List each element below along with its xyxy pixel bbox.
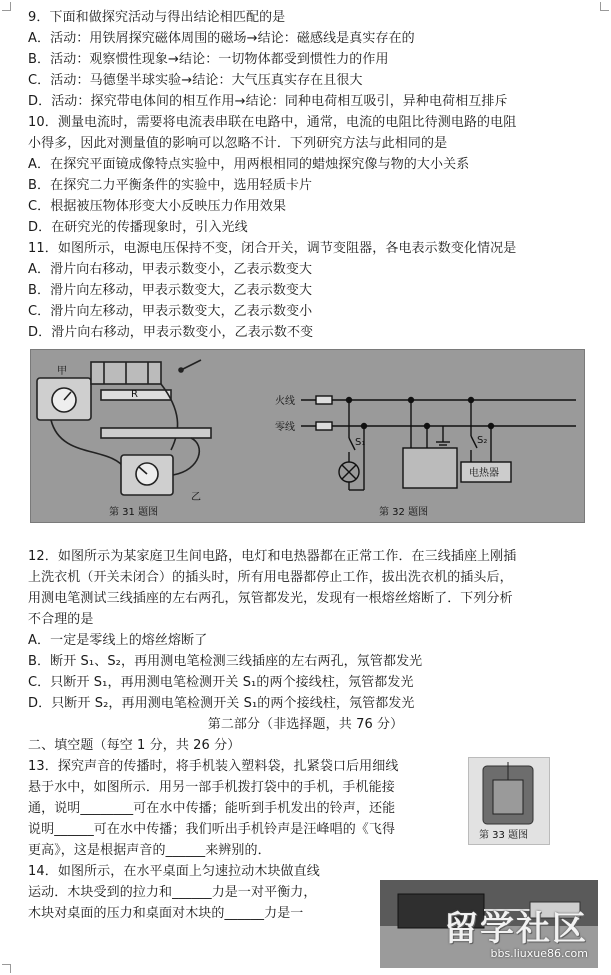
q12-stem-line-3: 用测电笔测试三线插座的左右两孔，氖管都发光，发现有一根熔丝熔断了．下列分析 bbox=[28, 591, 513, 606]
q10-stem-line-1: 10．测量电流时，需要将电流表串联在电路中，通常，电流的电阻比待测电路的电阻 bbox=[28, 115, 517, 130]
fig32-caption: 第 32 题图 bbox=[379, 507, 429, 518]
bagged-phone-icon bbox=[493, 780, 523, 814]
q12-option-a: A．一定是零线上的熔丝熔断了 bbox=[28, 633, 208, 648]
q10-option-b: B．在探究二力平衡条件的实验中，选用轻质卡片 bbox=[28, 178, 313, 193]
label-live-wire: 火线 bbox=[275, 396, 295, 407]
label-neutral-wire: 零线 bbox=[275, 422, 295, 433]
q12-stem-line-1: 12．如图所示为某家庭卫生间电路，电灯和电热器都在正常工作．在三线插座上刚插 bbox=[28, 549, 517, 564]
three-hole-socket-icon bbox=[403, 448, 457, 488]
q9-stem: 9．下面和做探究活动与得出结论相匹配的是 bbox=[28, 10, 286, 25]
label-s1: S₁ bbox=[355, 437, 366, 448]
circuit-figures bbox=[31, 350, 584, 522]
q9-option-c: C．活动：马德堡半球实验→结论：大气压真实存在且很大 bbox=[28, 73, 363, 88]
figure-strip-31-32 bbox=[30, 349, 585, 523]
sliding-rheostat-icon bbox=[101, 428, 211, 438]
q12-option-b: B．断开 S₁、S₂，再用测电笔检测三线插座的左右两孔，氖管都发光 bbox=[28, 654, 423, 669]
q9-option-b: B．活动：观察惯性现象→结论：一切物体都受到惯性力的作用 bbox=[28, 52, 389, 67]
q11-stem: 11．如图所示，电源电压保持不变，闭合开关，调节变阻器，各电表示数变化情况是 bbox=[28, 241, 517, 256]
q12-stem-line-4: 不合理的是 bbox=[28, 612, 94, 627]
crop-mark-bottom-left bbox=[2, 964, 11, 973]
q13-line-2: 悬于水中，如图所示．用另一部手机拨打袋中的手机，手机能接 bbox=[28, 780, 395, 795]
q13-line-4: 说明______可在水中传播；我们听出手机铃声是汪峰唱的《飞得 bbox=[28, 822, 396, 837]
q12-option-c: C．只断开 S₁，再用测电笔检测开关 S₁的两个接线柱，氖管都发光 bbox=[28, 675, 414, 690]
fuse-neutral-icon bbox=[316, 422, 332, 430]
label-R: R bbox=[131, 389, 138, 400]
watermark-brand: 留学社区 bbox=[444, 909, 588, 949]
q11-option-c: C．滑片向左移动，甲表示数变大，乙表示数变小 bbox=[28, 304, 313, 319]
label-jia: 甲 bbox=[57, 366, 67, 377]
fig33-caption: 第 33 题图 bbox=[479, 830, 529, 841]
crop-mark-top-left bbox=[2, 2, 11, 11]
q11-option-a: A．滑片向右移动，甲表示数变小，乙表示数变大 bbox=[28, 262, 313, 277]
q10-option-c: C．根据被压物体形变大小反映压力作用效果 bbox=[28, 199, 287, 214]
q14-line-2: 运动．木块受到的拉力和______力是一对平衡力， bbox=[28, 885, 317, 900]
fig31-caption: 第 31 题图 bbox=[109, 507, 159, 518]
q13-line-5: 更高》，这是根据声音的______来辨别的． bbox=[28, 843, 271, 858]
figure-32 bbox=[301, 396, 576, 490]
q10-option-d: D．在研究光的传播现象时，引入光线 bbox=[28, 220, 248, 235]
watermark-url: bbs.liuxue86.com bbox=[490, 947, 588, 960]
q14-line-3: 木块对桌面的压力和桌面对木块的______力是一 bbox=[28, 906, 304, 921]
beaker-phone-illustration bbox=[469, 758, 549, 844]
q10-option-a: A．在探究平面镜成像特点实验中，用两根相同的蜡烛探究像与物的大小关系 bbox=[28, 157, 470, 172]
label-yi: 乙 bbox=[191, 492, 201, 503]
q12-option-d: D．只断开 S₂，再用测电笔检测开关 S₁的两个接线柱，氖管都发光 bbox=[28, 696, 415, 711]
q12-stem-line-2: 上洗衣机（开关未闭合）的插头时，所有用电器都停止工作，拔出洗衣机的插头后， bbox=[28, 570, 513, 585]
watermark bbox=[444, 911, 588, 960]
q11-option-d: D．滑片向右移动，甲表示数变小，乙表示数不变 bbox=[28, 325, 314, 340]
q9-option-d: D．活动：探究带电体间的相互作用→结论：同种电荷相互吸引，异种电荷相互排斥 bbox=[28, 94, 508, 109]
figure-33 bbox=[468, 757, 550, 845]
q14-line-1: 14．如图所示，在水平桌面上匀速拉动木块做直线 bbox=[28, 864, 320, 879]
crop-mark-top-right bbox=[600, 2, 609, 11]
q10-stem-line-2: 小得多，因此对测量值的影响可以忽略不计．下列研究方法与此相同的是 bbox=[28, 136, 448, 151]
label-heater: 电热器 bbox=[469, 468, 499, 479]
q11-option-b: B．滑片向左移动，甲表示数变大，乙表示数变大 bbox=[28, 283, 313, 298]
q13-line-1: 13．探究声音的传播时，将手机装入塑料袋，扎紧袋口后用细线 bbox=[28, 759, 399, 774]
wire-3 bbox=[173, 438, 199, 475]
q13-line-3: 通，说明________可在水中传播；能听到手机发出的铃声，还能 bbox=[28, 801, 396, 816]
switch-icon bbox=[181, 360, 201, 370]
fuse-live-icon bbox=[316, 396, 332, 404]
figure-31 bbox=[37, 360, 211, 495]
label-s2: S₂ bbox=[477, 435, 488, 446]
figure-34 bbox=[380, 880, 598, 968]
q9-option-a: A．活动：用铁屑探究磁体周围的磁场→结论：磁感线是真实存在的 bbox=[28, 31, 415, 46]
section2-title: 二、填空题（每空 1 分，共 26 分） bbox=[28, 738, 241, 753]
part2-title: 第二部分（非选择题，共 76 分） bbox=[207, 717, 404, 732]
